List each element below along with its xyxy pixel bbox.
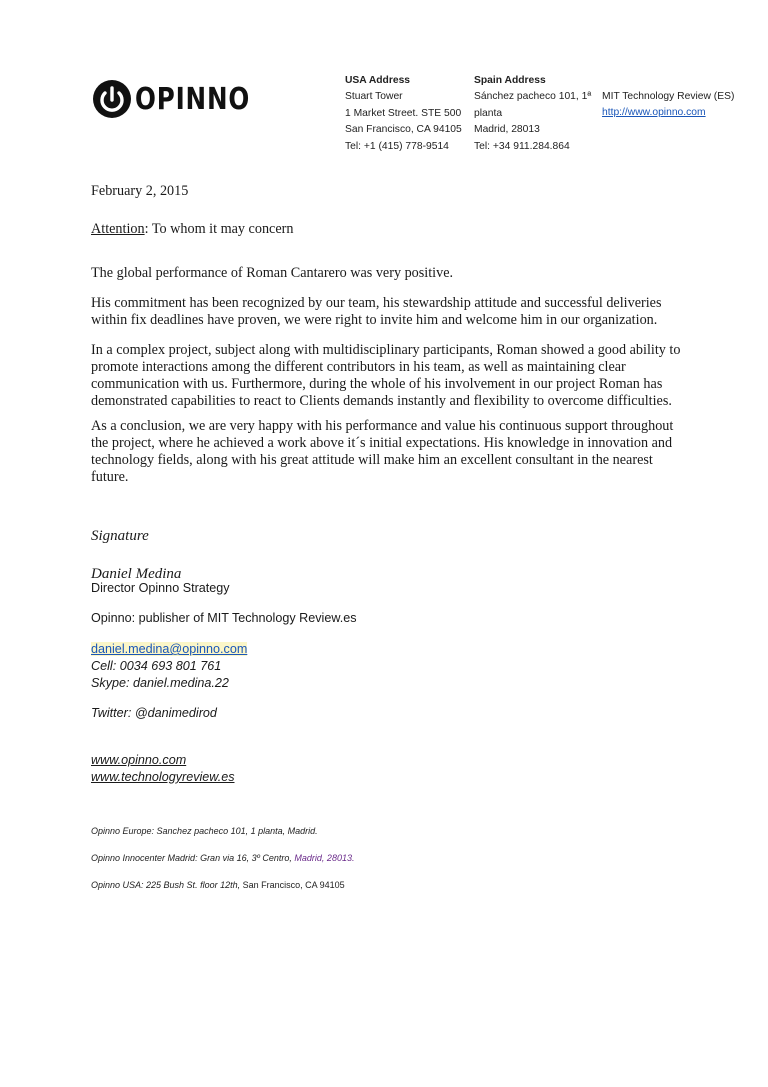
spain-address-line: Madrid, 28013 (474, 124, 540, 136)
body-paragraph: In a complex project, subject along with multidisciplinary participants, Roman showed a good ability to promote interactions among the different contributors in his team, as well as maintaining clear communication with us. Furthermore, during the whole of his involvement in our project Roman has demonstrated capabilities to react to Clients demands instantly and flexibility to overcome difficulties. (91, 342, 681, 409)
mit-name: MIT Technology Review (ES) (602, 91, 735, 102)
skype-handle: Skype: daniel.medina.22 (91, 676, 229, 690)
opinno-website-link[interactable]: www.opinno.com (91, 753, 187, 767)
usa-address-heading: USA Address (345, 75, 411, 86)
spain-address-phone: Tel: +34 911.284.864 (474, 140, 570, 152)
spain-address-line: Sánchez pacheco 101, 1ª (474, 91, 592, 103)
footer-usa-city: San Francisco, CA 94105 (242, 880, 345, 890)
technologyreview-link[interactable]: www.technologyreview.es (91, 770, 235, 784)
body-paragraph: His commitment has been recognized by our team, his stewardship attitude and successful deliveries within fix deadlines have proven, we were right to invite him and welcome him in our organization. (91, 295, 662, 328)
spain-address-heading: Spain Address (474, 75, 546, 86)
usa-address-line: 1 Market Street. STE 500 (345, 107, 462, 119)
usa-address-phone: Tel: +1 (415) 778-9514 (345, 140, 449, 152)
signer-name: Daniel Medina (91, 566, 182, 582)
mit-website-link[interactable]: http://www.opinno.com (602, 107, 706, 119)
opinno-logo (93, 80, 275, 118)
attention-line (91, 221, 691, 238)
footer-innocenter-address: Opinno Innocenter Madrid: Gran via 16, 3º Centro, (91, 853, 292, 863)
spain-address (474, 73, 594, 155)
logo-text: OPINNO (135, 81, 251, 117)
email-link[interactable]: daniel.medina@opinno.com (91, 642, 248, 656)
attention-label: Attention (91, 221, 145, 237)
body-paragraph: As a conclusion, we are very happy with his performance and value his continuous support throughout the project, where he achieved a work above it´s initial expectations. His knowledge in innovation and technology fields, along with his great attitude will make him an excellent consultant in the nearest future. (91, 418, 674, 485)
footer-innocenter (91, 853, 691, 863)
publisher-line: Opinno: publisher of MIT Technology Review.es (91, 611, 357, 625)
mit-info (602, 89, 762, 122)
twitter-handle: Twitter: @danimedirod (91, 706, 217, 720)
usa-address-line: San Francisco, CA 94105 (345, 124, 462, 136)
cell-phone: Cell: 0034 693 801 761 (91, 659, 222, 673)
spain-address-line: planta (474, 107, 503, 119)
footer-usa-address: Opinno USA: 225 Bush St. floor 12th, (91, 880, 241, 890)
power-logo-icon (93, 80, 131, 118)
body-paragraph: The global performance of Roman Cantarero was very positive. (91, 265, 454, 281)
footer-europe: Opinno Europe: Sanchez pacheco 101, 1 planta, Madrid. (91, 826, 318, 836)
usa-address (345, 73, 470, 155)
footer-usa (91, 880, 691, 890)
letter-date: February 2, 2015 (91, 183, 189, 199)
signer-title: Director Opinno Strategy (91, 581, 230, 595)
footer-innocenter-city: Madrid, 28013. (294, 853, 355, 863)
usa-address-line: Stuart Tower (345, 91, 403, 103)
attention-text: : To whom it may concern (144, 221, 294, 237)
signature-label: Signature (91, 528, 149, 544)
email-line (91, 641, 691, 658)
